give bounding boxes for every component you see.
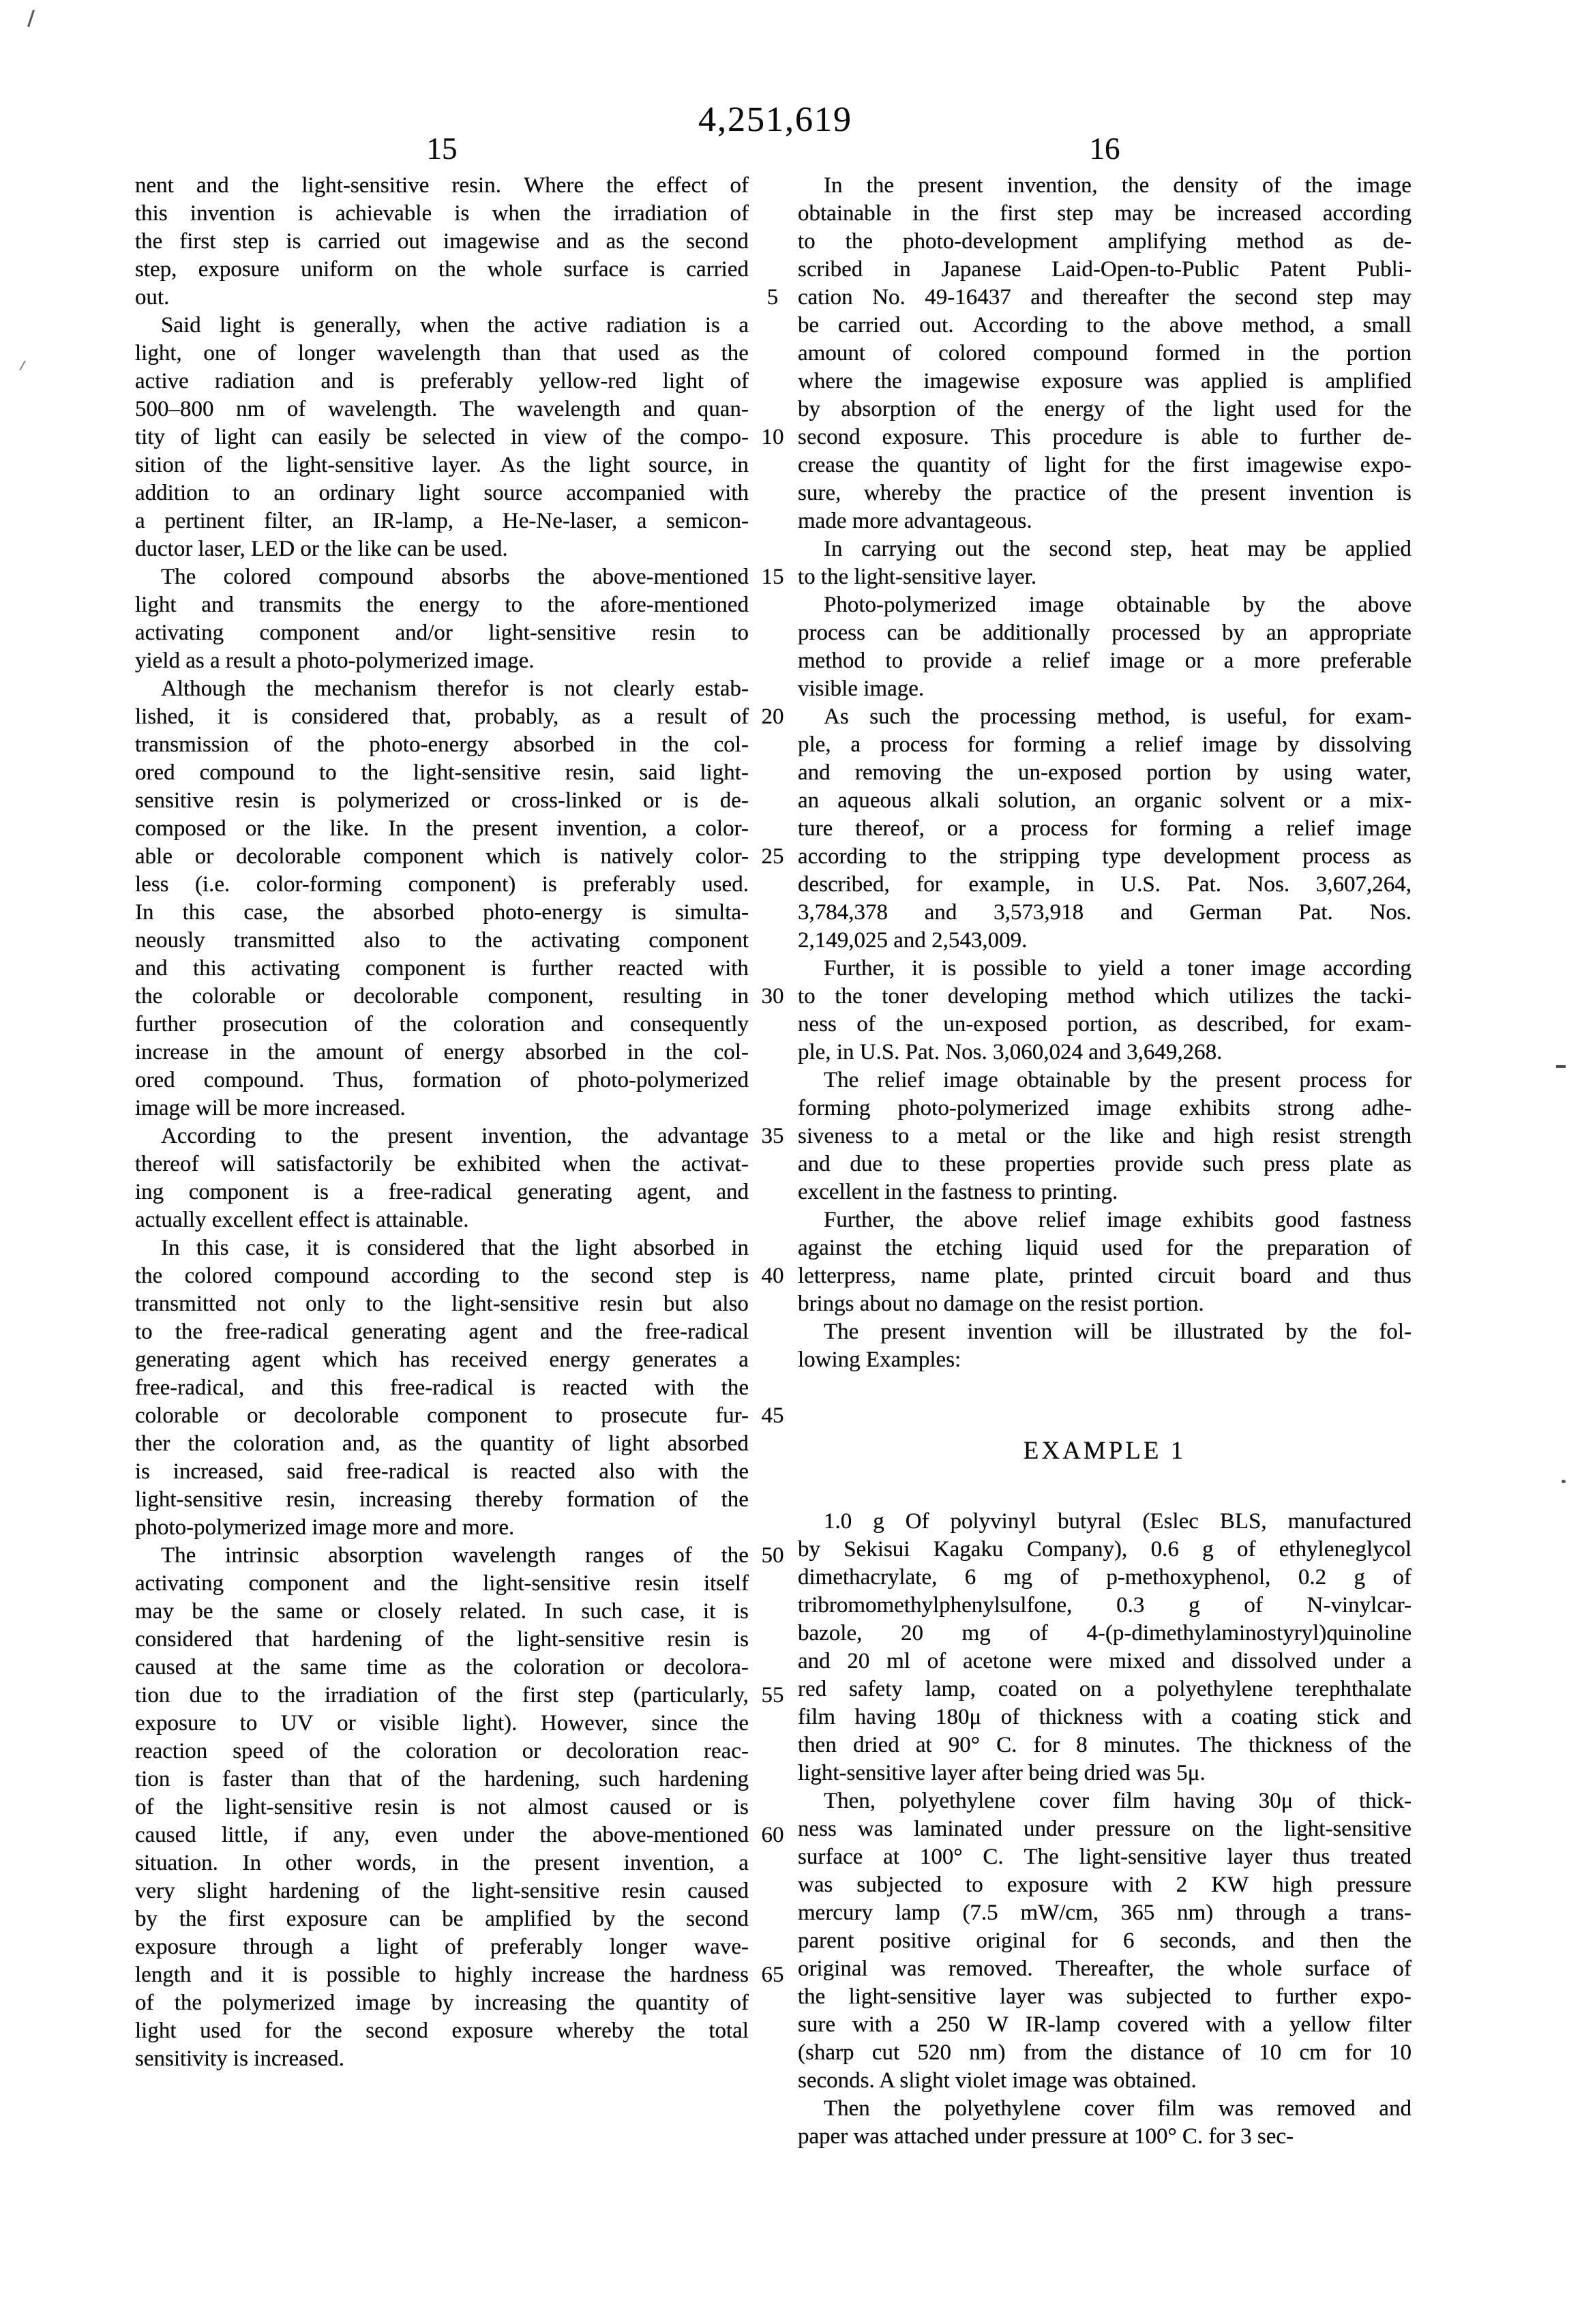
text-line: Then the polyethylene cover film was removed and [824,2096,1412,2121]
text-line: Further, the above relief image exhibits good fastness [824,1208,1412,1232]
text-line: Photo-polymerized image obtainable by the above [824,593,1412,617]
text-line: neously transmitted also to the activating component [135,928,749,953]
gutter-line-number: 55 [761,1683,784,1708]
gutter-line-number: 35 [761,1124,784,1148]
text-line: by the first exposure can be amplified by the second [135,1907,749,1931]
text-line: lished, it is considered that, probably, as a result of [135,704,749,729]
text-line: able or decolorable component which is natively color- [135,844,749,869]
text-line: the first step is carried out imagewise and as the second [135,229,749,254]
text-line: original was removed. Thereafter, the whole surface of [798,1956,1412,1981]
text-line: very slight hardening of the light-sensitive resin caused [135,1879,749,1903]
text-line: caused little, if any, even under the above-mentioned [135,1823,749,1847]
text-line: process can be additionally processed by an appropriate [798,621,1412,645]
text-line: sure, whereby the practice of the present invention is [798,481,1412,505]
text-line: forming photo-polymerized image exhibits strong adhe- [798,1096,1412,1120]
scan-speck [27,10,35,27]
text-line: activating component and/or light-sensitive resin to [135,621,749,645]
text-line: tity of light can easily be selected in view of the compo- [135,425,749,449]
text-line: transmitted not only to the light-sensitive resin but also [135,1292,749,1316]
text-line: addition to an ordinary light source accompanied with [135,481,749,505]
text-line: yield as a result a photo-polymerized image. [135,649,535,673]
text-line: by absorption of the energy of the light used for the [798,397,1412,421]
gutter-line-number: 10 [761,425,784,449]
text-line: less (i.e. color-forming component) is preferably used. [135,872,749,897]
text-line: crease the quantity of light for the first imagewise expo- [798,453,1412,477]
text-line: ing component is a free-radical generating agent, and [135,1180,749,1204]
text-line: In the present invention, the density of the image [824,173,1412,198]
text-line: to the free-radical generating agent and the free-radical [135,1320,749,1344]
text-line: obtainable in the first step may be increased according [798,201,1412,226]
text-line: by Sekisui Kagaku Company), 0.6 g of ethyleneglycol [798,1537,1412,1562]
text-line: out. [135,285,170,310]
text-line: light and transmits the energy to the afore-mentioned [135,593,749,617]
text-line: photo-polymerized image more and more. [135,1515,515,1540]
text-line: red safety lamp, coated on a polyethylene terephthalate [798,1677,1412,1701]
text-line: reaction speed of the coloration or decoloration reac- [135,1739,749,1763]
text-line: ductor laser, LED or the like can be used. [135,537,508,561]
text-line: excellent in the fastness to printing. [798,1180,1118,1204]
text-line: length and it is possible to highly increase the hardness [135,1963,749,1987]
text-line: tion due to the irradiation of the first step (particularly, [135,1683,749,1708]
text-line: In this case, it is considered that the light absorbed in [161,1236,749,1260]
text-line: light-sensitive layer after being dried was 5μ. [798,1761,1206,1785]
text-line: to the light-sensitive layer. [798,565,1037,589]
text-line: to the photo-development amplifying method as de- [798,229,1412,254]
gutter-line-number: 65 [761,1963,784,1987]
column-number-left: 15 [426,132,458,166]
text-line: be carried out. According to the above method, a small [798,313,1412,338]
text-line: and 20 ml of acetone were mixed and dissolved under a [798,1649,1412,1673]
text-line: nent and the light-sensitive resin. Where the effect of [135,173,749,198]
text-line: described, for example, in U.S. Pat. Nos. 3,607,264, [798,872,1412,897]
text-line: 3,784,378 and 3,573,918 and German Pat. Nos. [798,900,1412,925]
text-line: tion is faster than that of the hardening, such hardening [135,1767,749,1791]
text-line: As such the processing method, is useful, for exam- [824,704,1412,729]
text-line: ness was laminated under pressure on the light-sensitive [798,1817,1412,1841]
text-line: surface at 100° C. The light-sensitive layer thus treated [798,1845,1412,1869]
gutter-line-number: 25 [761,844,784,869]
gutter-line-number: 30 [761,984,784,1009]
text-line: and this activating component is further reacted with [135,956,749,981]
text-line: free-radical, and this free-radical is reacted with the [135,1375,749,1400]
text-line: colorable or decolorable component to prosecute fur- [135,1403,749,1428]
text-line: ther the coloration and, as the quantity of light absorbed [135,1431,749,1456]
text-line: step, exposure uniform on the whole surface is carried [135,257,749,282]
text-line: active radiation and is preferably yellow-red light of [135,369,749,393]
gutter-line-number: 60 [761,1823,784,1847]
text-line: scribed in Japanese Laid-Open-to-Public Patent Publi- [798,257,1412,282]
text-line: ness of the un-exposed portion, as described, for exam- [798,1012,1412,1037]
text-line: second exposure. This procedure is able to further de- [798,425,1412,449]
text-line: was subjected to exposure with 2 KW high pressure [798,1873,1412,1897]
text-line: ored compound. Thus, formation of photo-polymerized [135,1068,749,1092]
text-line: increase in the amount of energy absorbed in the col- [135,1040,749,1064]
text-line: The present invention will be illustrated by the fol- [824,1320,1412,1344]
text-line: exposure to UV or visible light). However, since the [135,1711,749,1735]
scan-speck [1556,1065,1566,1068]
text-line: ple, in U.S. Pat. Nos. 3,060,024 and 3,649,268. [798,1040,1223,1064]
text-line: amount of colored compound formed in the portion [798,341,1412,366]
text-line: according to the stripping type development process as [798,844,1412,869]
text-line: a pertinent filter, an IR-lamp, a He-Ne-laser, a semicon- [135,509,749,533]
text-line: The intrinsic absorption wavelength ranges of the [161,1543,749,1568]
gutter-line-number: 45 [761,1403,784,1428]
text-line: 1.0 g Of polyvinyl butyral (Eslec BLS, manufactured [824,1509,1412,1534]
text-line: film having 180μ of thickness with a coating stick and [798,1705,1412,1729]
text-line: 500–800 nm of wavelength. The wavelength and quan- [135,397,749,421]
text-line: this invention is achievable is when the irradiation of [135,201,749,226]
text-line: is increased, said free-radical is reacted also with the [135,1459,749,1484]
text-line: cation No. 49-16437 and thereafter the second step may [798,285,1412,310]
text-line: sensitive resin is polymerized or cross-linked or is de- [135,788,749,813]
text-line: 2,149,025 and 2,543,009. [798,928,1028,953]
text-line: sition of the light-sensitive layer. As the light source, in [135,453,749,477]
scan-speck [1562,1480,1566,1483]
text-line: siveness to a metal or the like and high resist strength [798,1124,1412,1148]
gutter-line-number: 15 [761,565,784,589]
text-line: lowing Examples: [798,1347,961,1372]
text-line: situation. In other words, in the present invention, a [135,1851,749,1875]
text-line: an aqueous alkali solution, an organic solvent or a mix- [798,788,1412,813]
text-line: light, one of longer wavelength than that used as the [135,341,749,366]
gutter-line-number: 50 [761,1543,784,1568]
text-line: image will be more increased. [135,1096,406,1120]
text-line: mercury lamp (7.5 mW/cm, 365 nm) through a trans- [798,1901,1412,1925]
text-line: Although the mechanism therefor is not clearly estab- [161,676,749,701]
text-line: The relief image obtainable by the present process for [824,1068,1412,1092]
text-line: Said light is generally, when the active radiation is a [161,313,749,338]
gutter-line-number: 5 [766,285,779,310]
text-line: Further, it is possible to yield a toner image according [824,956,1412,981]
text-line: activating component and the light-sensitive resin itself [135,1571,749,1596]
gutter-line-number: 20 [761,704,784,729]
text-line: letterpress, name plate, printed circuit board and thus [798,1264,1412,1288]
text-line: dimethacrylate, 6 mg of p-methoxyphenol, 0.2 g of [798,1565,1412,1590]
scan-speck [19,361,26,371]
text-line: light used for the second exposure whereby the total [135,2018,749,2043]
text-line: In carrying out the second step, heat may be applied [824,537,1412,561]
text-line: the colorable or decolorable component, resulting in [135,984,749,1009]
text-line: sure with a 250 W IR-lamp covered with a yellow filter [798,2012,1412,2037]
text-line: seconds. A slight violet image was obtained. [798,2068,1197,2093]
text-line: generating agent which has received energy generates a [135,1347,749,1372]
gutter-line-number: 40 [761,1264,784,1288]
text-line: light-sensitive resin, increasing thereby formation of the [135,1487,749,1512]
text-line: may be the same or closely related. In such case, it is [135,1599,749,1624]
text-column-left [135,172,749,2073]
text-line: The colored compound absorbs the above-mentioned [161,565,749,589]
text-line: made more advantageous. [798,509,1032,533]
example-heading: EXAMPLE 1 [1023,1437,1186,1465]
text-line: considered that hardening of the light-sensitive resin is [135,1627,749,1652]
text-line: tribromomethylphenylsulfone, 0.3 g of N-vinylcar- [798,1593,1412,1618]
text-line: where the imagewise exposure was applied is amplified [798,369,1412,393]
text-line: parent positive original for 6 seconds, and then the [798,1928,1412,1953]
text-line: (sharp cut 520 nm) from the distance of 10 cm for 10 [798,2040,1412,2065]
text-column-right [798,172,1412,2151]
text-line: to the toner developing method which utilizes the tacki- [798,984,1412,1009]
text-line: paper was attached under pressure at 100° C. for 3 sec- [798,2124,1294,2149]
text-line: further prosecution of the coloration and consequently [135,1012,749,1037]
text-line: and due to these properties provide such press plate as [798,1152,1412,1176]
text-line: visible image. [798,676,925,701]
text-line: thereof will satisfactorily be exhibited when the activat- [135,1152,749,1176]
text-line: and removing the un-exposed portion by using water, [798,760,1412,785]
text-line: bazole, 20 mg of 4-(p-dimethylaminostyryl)quinoline [798,1621,1412,1645]
text-line: sensitivity is increased. [135,2046,345,2071]
text-line: method to provide a relief image or a more preferable [798,649,1412,673]
text-line: In this case, the absorbed photo-energy is simulta- [135,900,749,925]
text-line: then dried at 90° C. for 8 minutes. The thickness of the [798,1733,1412,1757]
text-line: actually excellent effect is attainable. [135,1208,469,1232]
text-line: ored compound to the light-sensitive resin, said light- [135,760,749,785]
text-line: ture thereof, or a process for forming a relief image [798,816,1412,841]
patent-number: 4,251,619 [698,100,852,139]
text-line: ple, a process for forming a relief image by dissolving [798,732,1412,757]
text-line: the light-sensitive layer was subjected to further expo- [798,1984,1412,2009]
text-line: exposure through a light of preferably longer wave- [135,1935,749,1959]
text-line: against the etching liquid used for the preparation of [798,1236,1412,1260]
text-line: According to the present invention, the advantage [161,1124,749,1148]
text-line: Then, polyethylene cover film having 30μ of thick- [824,1789,1412,1813]
text-line: composed or the like. In the present invention, a color- [135,816,749,841]
column-number-right: 16 [1089,132,1120,166]
text-line: brings about no damage on the resist portion. [798,1292,1204,1316]
text-line: of the polymerized image by increasing the quantity of [135,1991,749,2015]
text-line: transmission of the photo-energy absorbed in the col- [135,732,749,757]
text-line: caused at the same time as the coloration or decolora- [135,1655,749,1680]
text-line: of the light-sensitive resin is not almost caused or is [135,1795,749,1819]
text-line: the colored compound according to the second step is [135,1264,749,1288]
